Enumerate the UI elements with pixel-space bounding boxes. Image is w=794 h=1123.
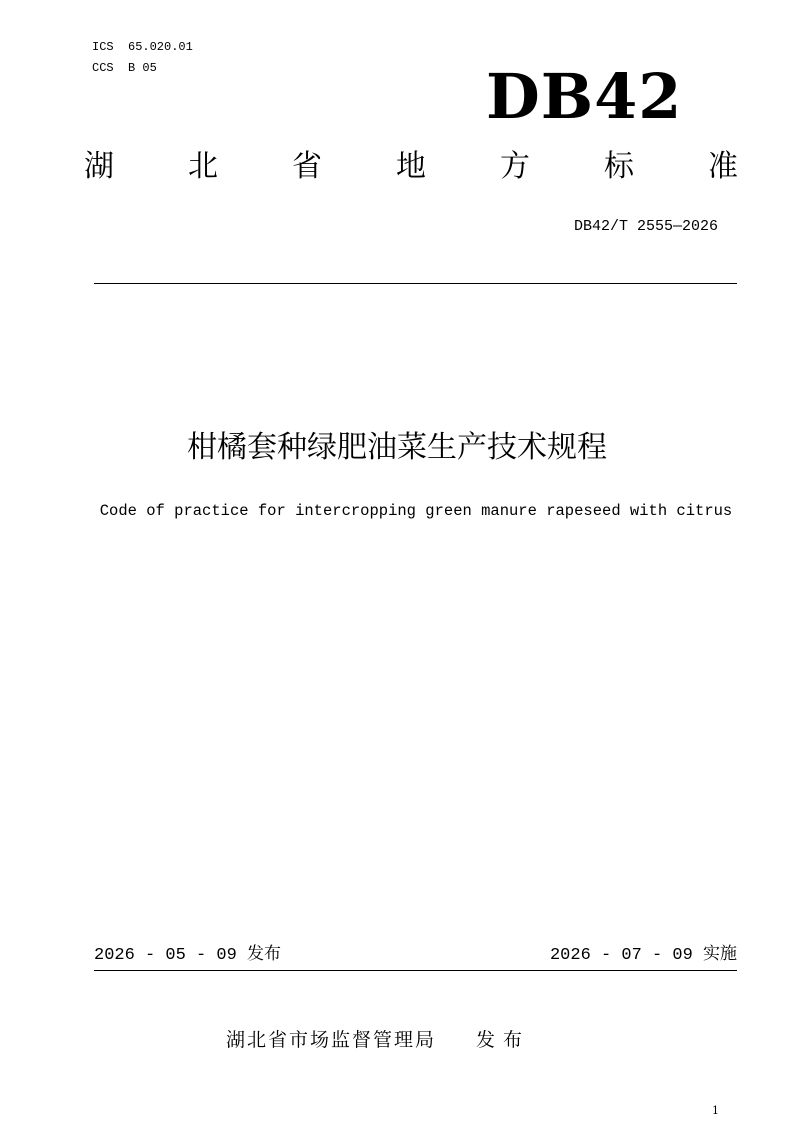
standard-type-char: 地 (396, 149, 426, 184)
standard-type-char: 准 (708, 149, 738, 184)
document-title-en: Code of practice for intercropping green manure rapeseed with citrus (99, 502, 733, 520)
standard-type-char: 北 (188, 149, 218, 184)
standard-number: DB42/T 2555—2026 (573, 218, 718, 235)
issuer-action: 发布 (476, 1029, 531, 1051)
standard-logo: DB42 (486, 60, 683, 133)
document-title-cn: 柑橘套种绿肥油菜生产技术规程 (187, 430, 607, 465)
publish-date: 2026 - 05 - 09 发布 (94, 946, 282, 965)
implement-date: 2026 - 07 - 09 实施 (549, 946, 737, 965)
bottom-divider (94, 970, 737, 971)
issuer-line (226, 1025, 530, 1052)
standard-type-char: 标 (604, 149, 634, 184)
standard-type-char: 省 (292, 149, 322, 184)
standard-type-char: 方 (500, 149, 530, 184)
ics-code: ICS 65.020.01 (92, 40, 193, 54)
standard-type-char: 湖 (84, 149, 114, 184)
issuer-name: 湖北省市场监督管理局 (226, 1029, 437, 1051)
top-divider (94, 283, 737, 284)
page-number: 1 (712, 1104, 719, 1117)
ccs-code: CCS B 05 (92, 61, 157, 75)
standard-type (84, 149, 738, 184)
